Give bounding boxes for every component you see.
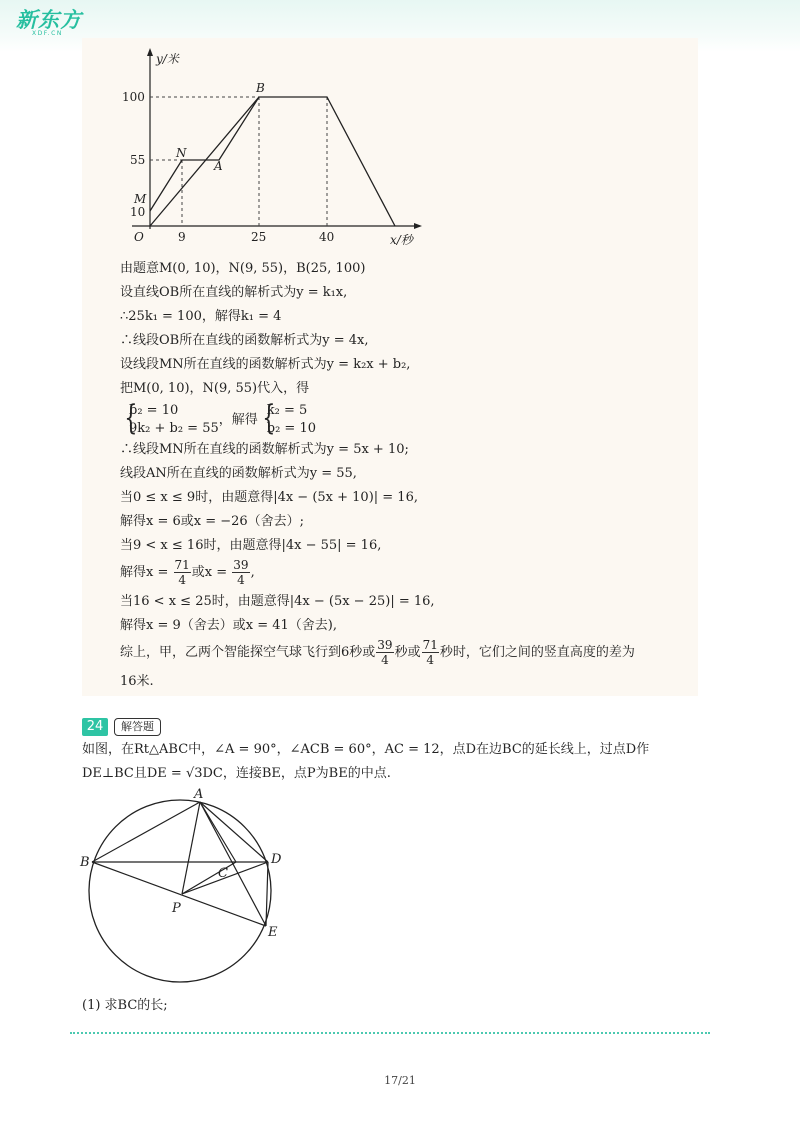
y-tick-100: 100: [122, 90, 145, 104]
x-tick-9: 9: [178, 230, 186, 244]
origin-label: O: [134, 230, 144, 244]
sol-line-17: 16米.: [120, 674, 154, 689]
point-b-label: B: [256, 81, 265, 95]
fraction-39-4-b: $\frac{39}{4}$: [377, 638, 393, 667]
x-axis-arrow: [414, 223, 422, 229]
sol-line-11: 解得x = 6或x = −26（舍去）;: [120, 514, 305, 529]
segment-ab: [92, 802, 200, 862]
distance-time-graph: [118, 46, 428, 251]
sol-line-9: 线段AN所在直线的函数解析式为y = 55,: [120, 466, 357, 481]
sol-line-5: 设线段MN所在直线的函数解析式为y = k₂x + b₂,: [120, 357, 411, 372]
segment-be: [92, 862, 266, 926]
label-e: E: [268, 925, 278, 940]
sol-line-13: 解得x = $\frac{71}{4}$ 或x = $\frac{39}{4}$ ,: [120, 558, 255, 587]
sol-line-1: 由题意M(0, 10)，N(9, 55)，B(25, 100): [120, 261, 366, 276]
sol-line-15: 解得x = 9（舍去）或x = 41（舍去),: [120, 618, 337, 633]
sol-line-16: 综上，甲，乙两个智能探空气球飞行到6秒或 $\frac{39}{4}$ 秒或 $\frac{71}{4}$ 秒时，它们之间的竖直高度的差为: [120, 638, 635, 667]
label-p: P: [172, 901, 181, 916]
x-tick-25: 25: [251, 230, 267, 244]
point-n-label: N: [176, 146, 187, 160]
geometry-figure: [78, 782, 298, 992]
x-axis-label: x/秒: [390, 233, 413, 247]
circumcircle: [89, 800, 271, 982]
point-m-label: M: [134, 192, 147, 206]
fraction-71-4: $\frac{71}{4}$: [174, 558, 190, 587]
x-tick-40: 40: [319, 230, 335, 244]
y-axis-arrow: [147, 48, 153, 56]
label-d: D: [271, 852, 282, 867]
sol-line-2: 设直线OB所在直线的解析式为y = k₁x,: [120, 285, 348, 300]
sol-line-12: 当9 < x ≤ 16时，由题意得|4x − 55| = 16,: [120, 538, 382, 553]
question-line-2: DE⊥BC且DE = √3DC，连接BE，点P为BE的中点.: [82, 766, 391, 781]
sol-line-3: ∴25k₁ = 100，解得k₁ = 4: [120, 309, 282, 324]
y-tick-55: 55: [130, 153, 146, 167]
dotted-divider: [70, 1032, 710, 1034]
label-a: A: [194, 787, 204, 802]
label-c: C: [218, 866, 228, 881]
equation-system-2: { k₂ = 5 b₂ = 10: [262, 398, 316, 438]
y-tick-10: 10: [130, 205, 146, 219]
fraction-71-4-b: $\frac{71}{4}$: [422, 638, 438, 667]
segment-ap: [182, 802, 200, 894]
page-number: 17/21: [384, 1074, 416, 1087]
question-type-tag: 解答题: [114, 718, 161, 736]
xdf-logo: 新东方 XDF.CN: [16, 8, 82, 37]
question-number-badge: 24: [82, 718, 108, 736]
point-a-label: A: [214, 159, 223, 173]
segment-ad: [200, 802, 268, 862]
question-line-1: 如图，在Rt△ABC中，∠A = 90°，∠ACB = 60°，AC = 12，点D在边BC的延长线上，过点D作: [82, 742, 650, 757]
sol-system: { b₂ = 10 9k₂ + b₂ = 55 ，解得 { k₂ = 5 b₂ = 10: [120, 402, 316, 438]
label-b: B: [80, 855, 90, 870]
line-mnab: [150, 97, 259, 211]
sol-line-6: 把M(0, 10)，N(9, 55)代入，得: [120, 381, 310, 396]
sol-line-8: ∴线段MN所在直线的函数解析式为y = 5x + 10;: [120, 442, 409, 457]
equation-system-1: { b₂ = 10 9k₂ + b₂ = 55: [124, 398, 219, 438]
sol-line-4: ∴线段OB所在直线的函数解析式为y = 4x,: [120, 333, 369, 348]
y-axis-label: y/米: [156, 52, 179, 66]
sol-line-10: 当0 ≤ x ≤ 9时，由题意得|4x − (5x + 10)| = 16,: [120, 490, 418, 505]
question-part-1: (1) 求BC的长;: [82, 998, 168, 1013]
sol-line-14: 当16 < x ≤ 25时，由题意得|4x − (5x − 25)| = 16,: [120, 594, 435, 609]
fraction-39-4: $\frac{39}{4}$: [233, 558, 249, 587]
line-ob: [150, 97, 395, 226]
